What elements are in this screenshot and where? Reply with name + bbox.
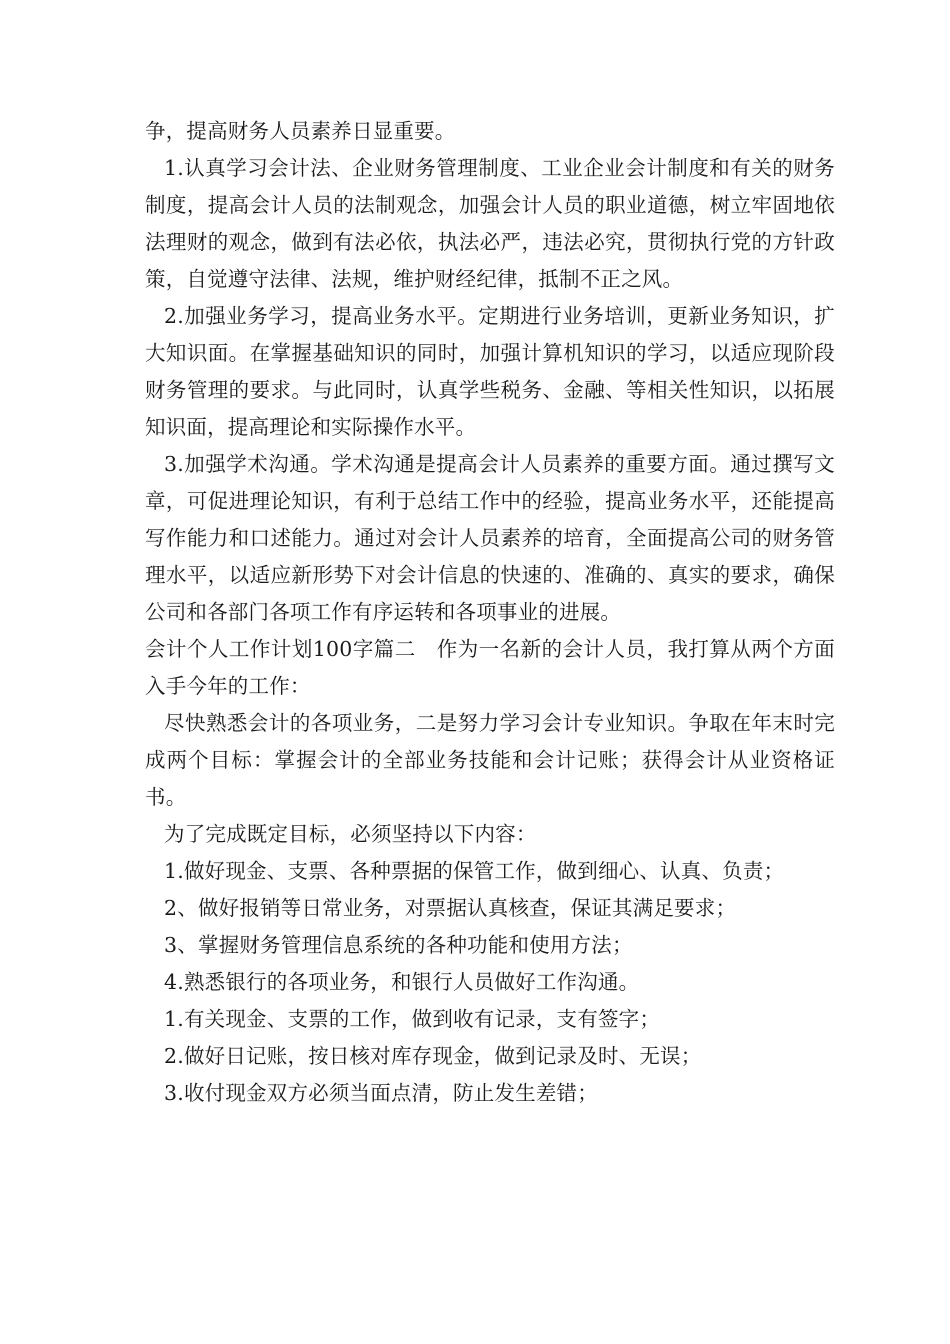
document-page bbox=[145, 113, 835, 1112]
section-heading-paragraph: 会计个人工作计划100字篇二 作为一名新的会计人员，我打算从两个方面入手今年的工作： bbox=[145, 637, 835, 698]
list-item: 4.熟悉银行的各项业务，和银行人员做好工作沟通。 bbox=[164, 970, 640, 994]
list-item: 1.做好现金、支票、各种票据的保管工作，做到细心、认真、负责； bbox=[164, 859, 785, 883]
list-item: 2.做好日记账，按日核对库存现金，做到记录及时、无误； bbox=[164, 1044, 702, 1068]
list-item: 3、掌握财务管理信息系统的各种功能和使用方法； bbox=[164, 933, 633, 957]
list-item: 2、做好报销等日常业务，对票据认真核查，保证其满足要求； bbox=[164, 896, 737, 920]
paragraph: 为了完成既定目标，必须坚持以下内容： bbox=[164, 822, 537, 846]
paragraph: 2.加强业务学习，提高业务水平。定期进行业务培训，更新业务知识，扩大知识面。在掌握基础知识的同时，加强计算机知识的学习，以适应现阶段财务管理的要求。与此同时，认真学些税务、金融、等相关性知识，以拓展知识面，提高理论和实际操作水平。 bbox=[145, 304, 835, 439]
list-item: 3.收付现金双方必须当面点清，防止发生差错； bbox=[164, 1081, 598, 1105]
paragraph: 1.认真学习会计法、企业财务管理制度、工业企业会计制度和有关的财务制度，提高会计人员的法制观念，加强会计人员的职业道德，树立牢固地依法理财的观念，做到有法必依，执法必严，违法必究，贯彻执行党的方针政策，自觉遵守法律、法规，维护财经纪律，抵制不正之风。 bbox=[145, 156, 835, 291]
paragraph: 3.加强学术沟通。学术沟通是提高会计人员素养的重要方面。通过撰写文章，可促进理论知识，有利于总结工作中的经验，提高业务水平，还能提高写作能力和口述能力。通过对会计人员素养的培育，全面提高公司的财务管理水平，以适应新形势下对会计信息的快速的、准确的、真实的要求，确保公司和各部门各项工作有序运转和各项事业的进展。 bbox=[145, 452, 835, 624]
paragraph: 尽快熟悉会计的各项业务，二是努力学习会计专业知识。争取在年末时完成两个目标：掌握会计的全部业务技能和会计记账；获得会计从业资格证书。 bbox=[145, 711, 835, 809]
paragraph: 争，提高财务人员素养日显重要。 bbox=[145, 119, 456, 143]
list-item: 1.有关现金、支票的工作，做到收有记录，支有签字； bbox=[164, 1007, 661, 1031]
